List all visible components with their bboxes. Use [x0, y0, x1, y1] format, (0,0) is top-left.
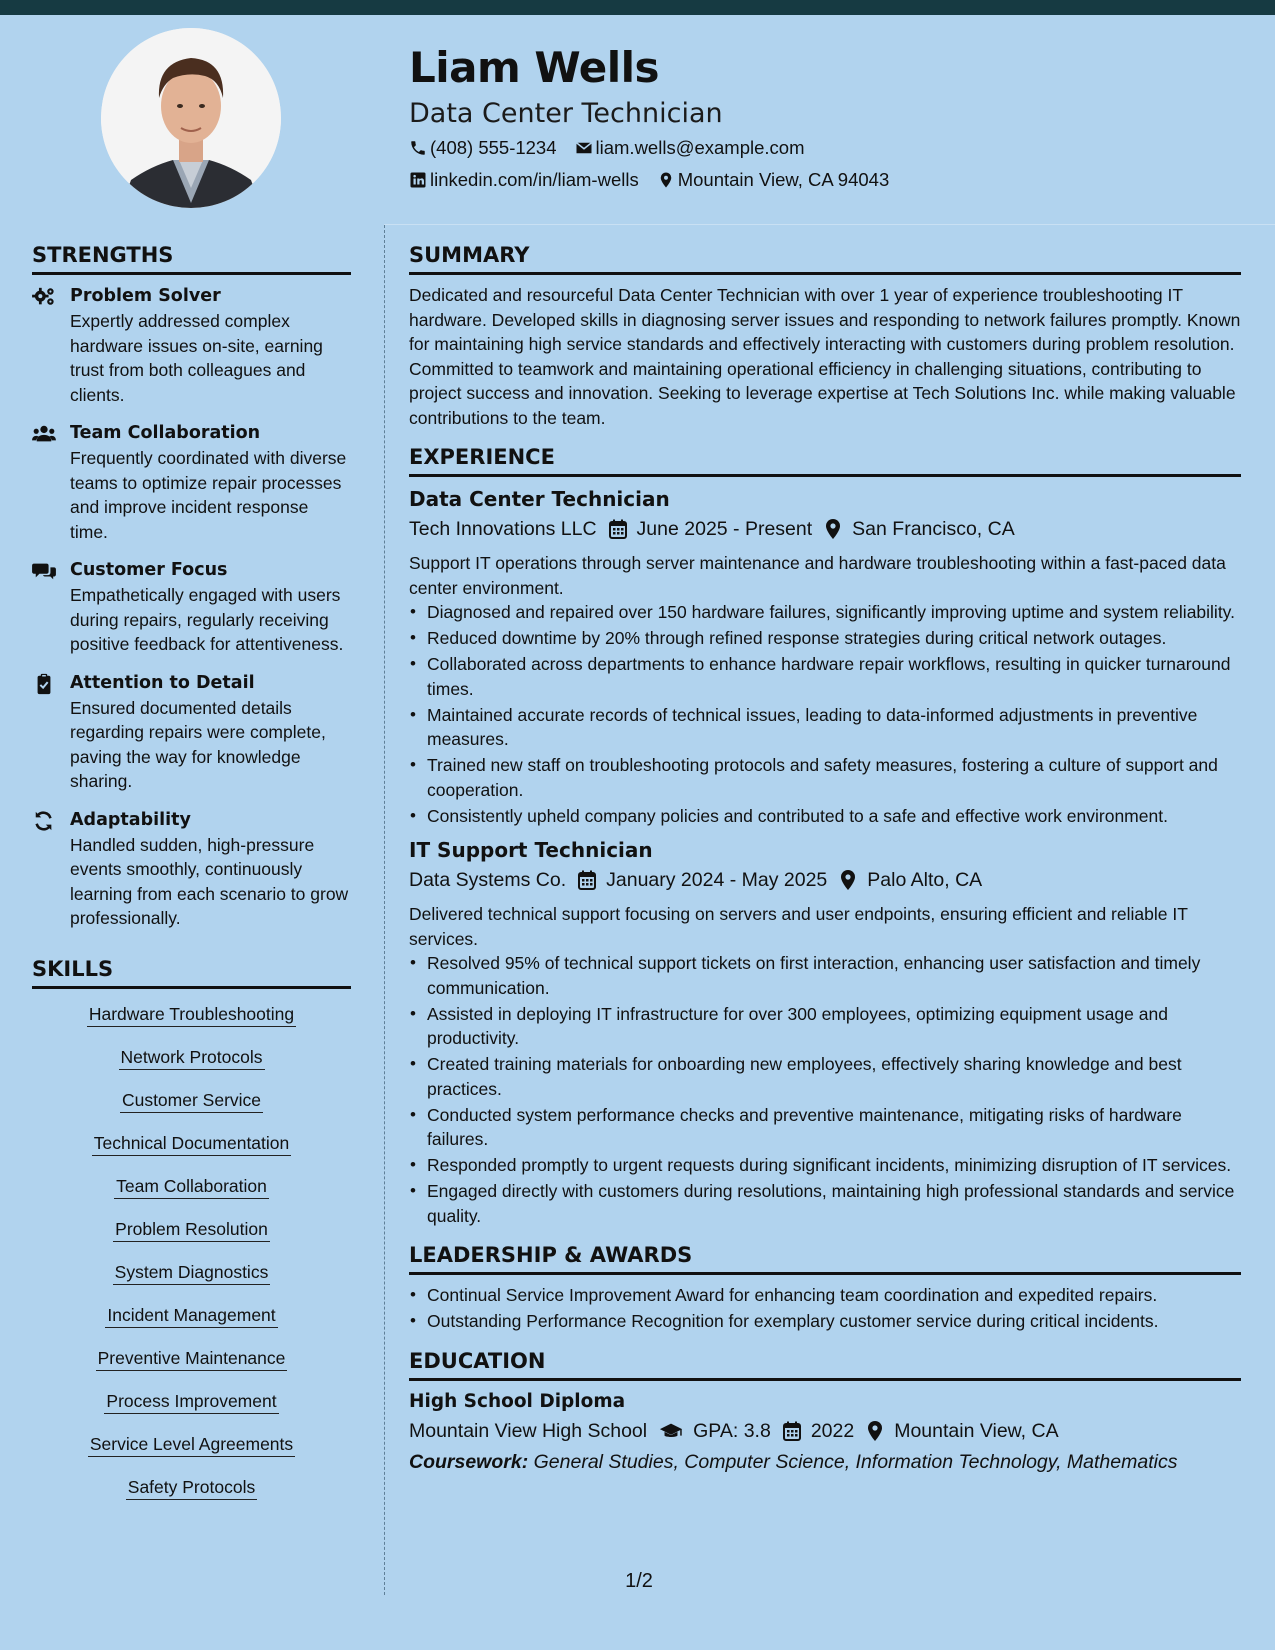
calendar-icon	[783, 1421, 801, 1441]
job-location: Palo Alto, CA	[867, 869, 983, 891]
linkedin-text: linkedin.com/in/liam-wells	[430, 169, 639, 190]
job-title: Data Center Technician	[409, 487, 670, 511]
job-bullets	[409, 600, 1241, 828]
graduation-cap-icon	[659, 1421, 683, 1441]
school-name: Mountain View High School	[409, 1419, 648, 1442]
phone-contact[interactable]	[409, 132, 557, 164]
skill-tag: Safety Protocols	[126, 1476, 257, 1500]
clipboard-check-icon	[32, 673, 56, 695]
left-column	[32, 240, 351, 1519]
skills-list	[32, 1003, 351, 1500]
skill-tag: Technical Documentation	[92, 1132, 292, 1156]
graduation-year: 2022	[810, 1419, 855, 1442]
location-contact	[657, 164, 890, 196]
page-number: 1/2	[625, 1570, 653, 1592]
envelope-icon	[575, 139, 593, 157]
job-bullet: • Maintained accurate records of technical issues, leading to data-informed adjustments in preventive measures.	[409, 703, 1241, 752]
strength-item	[32, 420, 351, 544]
candidate-name: Liam Wells	[409, 43, 659, 92]
job-meta	[409, 513, 1241, 545]
education-meta	[409, 1415, 1241, 1447]
coursework-text: General Studies, Computer Science, Information Technology, Mathematics	[533, 1450, 1178, 1473]
job-company: Data Systems Co.	[409, 869, 567, 891]
comments-icon	[32, 560, 56, 582]
map-marker-icon	[866, 1421, 884, 1441]
coursework	[409, 1447, 1241, 1478]
top-bar	[0, 0, 1275, 15]
job-dates: June 2025 - Present	[636, 518, 813, 540]
awards-heading: LEADERSHIP & AWARDS	[409, 1240, 1241, 1275]
job-bullets	[409, 951, 1241, 1228]
gpa-text: GPA: 3.8	[693, 1419, 771, 1442]
job-bullet: • Trained new staff on troubleshooting protocols and safety measures, fostering a culture of support and cooperation.	[409, 753, 1241, 802]
awards-list	[409, 1283, 1241, 1334]
linkedin-contact[interactable]	[409, 164, 639, 196]
education-heading: EDUCATION	[409, 1346, 1241, 1381]
job-bullet: • Conducted system performance checks and preventive maintenance, mitigating risks of hardware failures.	[409, 1103, 1241, 1152]
skill-tag: Hardware Troubleshooting	[87, 1003, 296, 1027]
job-description: Delivered technical support focusing on servers and user endpoints, ensuring efficient and reliable IT services.	[409, 904, 1188, 949]
award-item: • Outstanding Performance Recognition for exemplary customer service during critical incidents.	[409, 1309, 1241, 1334]
skill-tag: Service Level Agreements	[88, 1433, 295, 1457]
strength-name: Adaptability	[70, 809, 191, 830]
job-bullet: • Resolved 95% of technical support tickets on first interaction, enhancing user satisfaction and timely communication.	[409, 951, 1241, 1000]
job-entry	[409, 485, 1241, 828]
strength-description: Expertly addressed complex hardware issues on-site, earning trust from both colleagues and clients.	[70, 311, 323, 405]
job-dates: January 2024 - May 2025	[606, 869, 828, 891]
resume-header	[409, 40, 1239, 196]
summary-heading: SUMMARY	[409, 240, 1241, 275]
skills-section	[32, 954, 351, 1500]
gears-icon	[32, 286, 56, 308]
job-description: Support IT operations through server maintenance and hardware troubleshooting within a fast-paced data center environment.	[409, 553, 1226, 598]
phone-icon	[409, 139, 427, 157]
skill-tag: Problem Resolution	[113, 1218, 270, 1242]
strength-item	[32, 283, 351, 407]
contact-info	[409, 132, 1239, 196]
job-bullet: • Created training materials for onboarding new employees, effectively sharing knowledge and best practices.	[409, 1052, 1241, 1101]
strength-description: Frequently coordinated with diverse teams to optimize repair processes and improve incident response time.	[70, 448, 347, 542]
summary-text: Dedicated and resourceful Data Center Technician with over 1 year of experience troubleshooting IT hardware. Developed skills in diagnosing server issues and responding to network failures promptly. Known for maintaining high service standards and effectively interacting with customers during problem resolution. Committed to teamwork and maintaining operational efficiency in challenging situations, contributing to project success and innovation. Seeking to leverage expertise at Tech Solutions Inc. while making valuable contributions to the team.	[409, 285, 1241, 428]
job-title: IT Support Technician	[409, 838, 653, 862]
strength-item	[32, 670, 351, 794]
skill-tag: Preventive Maintenance	[96, 1347, 288, 1371]
experience-heading: EXPERIENCE	[409, 442, 1241, 477]
users-icon	[32, 423, 56, 445]
skill-tag: Customer Service	[120, 1089, 263, 1113]
strength-name: Problem Solver	[70, 286, 221, 306]
job-location: San Francisco, CA	[852, 518, 1015, 540]
skill-tag: Incident Management	[105, 1304, 277, 1328]
strength-description: Handled sudden, high-pressure events smoothly, continuously learning from each scenario to grow professionally.	[70, 834, 349, 928]
job-bullet: • Collaborated across departments to enhance hardware repair workflows, resulting in quicker turnaround times.	[409, 652, 1241, 701]
job-bullet: • Consistently upheld company policies and contributed to a safe and effective work environment.	[409, 804, 1241, 829]
skills-heading: SKILLS	[32, 954, 351, 989]
strength-description: Ensured documented details regarding repairs were complete, paving the way for knowledge sharing.	[70, 697, 326, 791]
location-text: Mountain View, CA 94043	[677, 169, 890, 190]
header-divider	[384, 224, 1275, 225]
skill-tag: Process Improvement	[104, 1390, 278, 1414]
experience-section	[409, 442, 1241, 1228]
education-section	[409, 1346, 1241, 1478]
map-marker-icon	[839, 870, 857, 890]
awards-section	[409, 1240, 1241, 1334]
skill-tag: System Diagnostics	[113, 1261, 271, 1285]
strength-name: Team Collaboration	[70, 423, 261, 443]
phone-text: (408) 555-1234	[430, 137, 557, 158]
degree-title: High School Diploma	[409, 1390, 626, 1412]
award-item: • Continual Service Improvement Award for enhancing team coordination and expedited repairs.	[409, 1283, 1241, 1308]
strength-description: Empathetically engaged with users during repairs, regularly receiving positive feedback for attentiveness.	[70, 585, 344, 654]
profile-photo	[101, 28, 281, 208]
coursework-label: Coursework:	[409, 1450, 529, 1473]
calendar-icon	[578, 870, 596, 890]
school-location: Mountain View, CA	[894, 1419, 1059, 1442]
calendar-icon	[609, 519, 627, 539]
strength-item	[32, 557, 351, 657]
skill-tag: Network Protocols	[119, 1046, 265, 1070]
job-bullet: • Reduced downtime by 20% through refined response strategies during critical network outages.	[409, 626, 1241, 651]
email-contact[interactable]	[575, 132, 805, 164]
sync-icon	[32, 810, 56, 832]
job-entry	[409, 836, 1241, 1228]
strengths-section	[32, 240, 351, 931]
linkedin-icon	[409, 171, 427, 189]
job-bullet: • Responded promptly to urgent requests during significant incidents, minimizing disruption of IT services.	[409, 1153, 1241, 1178]
strength-name: Attention to Detail	[70, 672, 255, 693]
strengths-heading: STRENGTHS	[32, 240, 351, 275]
right-column	[409, 240, 1241, 1478]
job-bullet: • Engaged directly with customers during resolutions, maintaining high professional standards and service quality.	[409, 1179, 1241, 1228]
strength-name: Customer Focus	[70, 560, 228, 580]
job-company: Tech Innovations LLC	[409, 518, 597, 540]
job-bullet: • Diagnosed and repaired over 150 hardware failures, significantly improving uptime and system reliability.	[409, 600, 1241, 625]
summary-section	[409, 240, 1241, 430]
map-marker-icon	[657, 171, 675, 189]
job-meta	[409, 864, 1241, 896]
candidate-role: Data Center Technician	[409, 98, 723, 129]
map-marker-icon	[824, 519, 842, 539]
column-divider	[384, 225, 385, 1595]
job-bullet: • Assisted in deploying IT infrastructure for over 300 employees, optimizing equipment usage and productivity.	[409, 1002, 1241, 1051]
strength-item	[32, 807, 351, 931]
email-text: liam.wells@example.com	[595, 137, 805, 158]
skill-tag: Team Collaboration	[114, 1175, 269, 1199]
